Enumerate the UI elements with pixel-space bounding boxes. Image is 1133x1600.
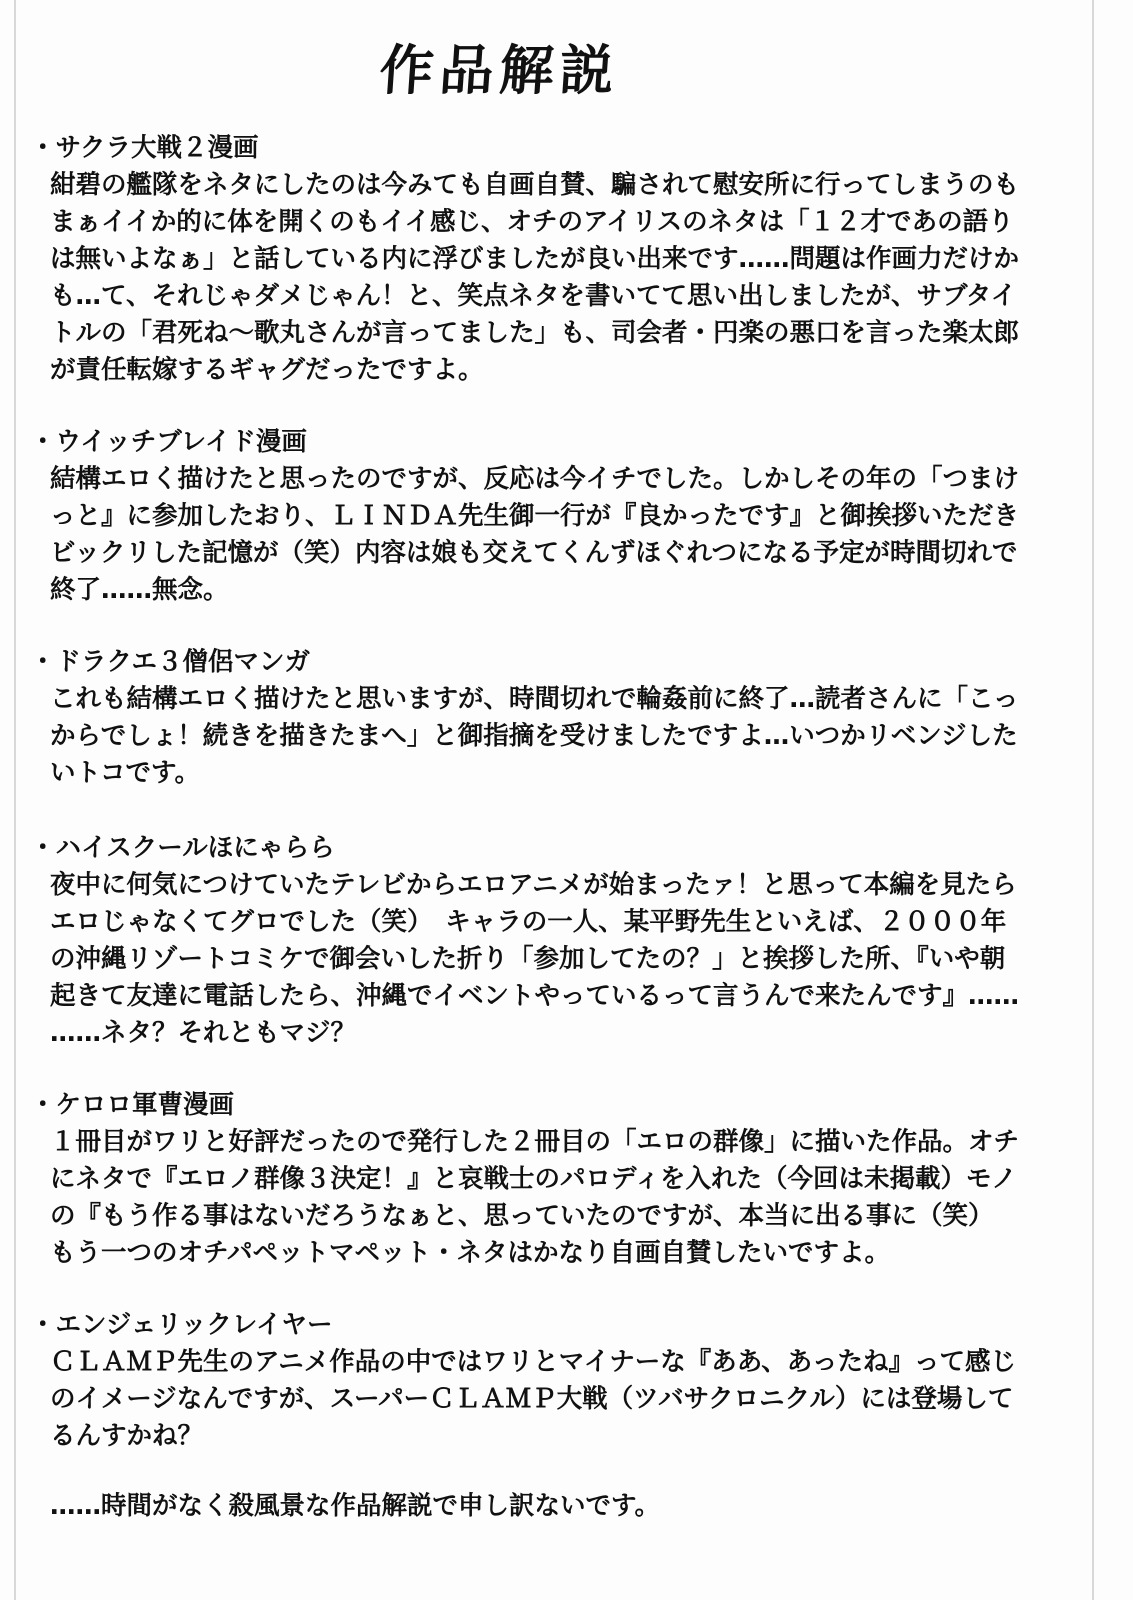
section-text-line: もう一つのオチパペットマペット・ネタはかなり自画自賛したいですよ。 xyxy=(50,1238,890,1268)
closing-note xyxy=(30,1488,1070,1525)
section-text-line: 夜中に何気につけていたテレビからエロアニメが始まったァ！と思って本編を見たら xyxy=(50,870,1017,900)
section-heading: ・ハイスクールほにゃらら xyxy=(30,833,335,863)
section-text-line: １冊目がワリと好評だったので発行した２冊目の「エロの群像」に描いた作品。オチ xyxy=(50,1127,1020,1157)
section-text-line: エロじゃなくてグロでした（笑） キャラの一人、某平野先生といえば、２０００年 xyxy=(50,907,1007,937)
section-text-line: の『もう作る事はないだろうなぁと、思っていたのですが、本当に出る事に（笑） xyxy=(50,1201,994,1231)
section xyxy=(30,1307,1070,1455)
section-text-line: 紺碧の艦隊をネタにしたのは今みても自画自賛、騙されて慰安所に行ってしまうのも xyxy=(50,170,1020,200)
section xyxy=(30,130,1070,389)
section xyxy=(30,1087,1070,1272)
section xyxy=(30,644,1070,792)
section-text-line: 終了……無念。 xyxy=(50,575,229,605)
section xyxy=(30,830,1070,1052)
page-edge-left xyxy=(14,0,16,1600)
section-text-line: の沖縄リゾートコミケで御会いした折り「参加してたの？」と挨拶した所、『いや朝 xyxy=(50,944,1006,974)
section-heading: ・サクラ大戦２漫画 xyxy=(30,133,259,163)
section-text-line: ビックリした記憶が（笑）内容は娘も交えてくんずほぐれつになる予定が時間切れで xyxy=(50,538,1018,568)
section-text-line: は無いよなぁ」と話している内に浮びましたが良い出来です……問題は作画力だけか xyxy=(50,244,1020,274)
section-text-line: るんすかね？ xyxy=(50,1421,204,1451)
section-heading: ・ケロロ軍曹漫画 xyxy=(30,1090,235,1120)
section-text-line: 起きて友達に電話したら、沖縄でイベントやっているって言うんで来たんです』…… xyxy=(50,981,1020,1011)
section-heading: ・エンジェリックレイヤー xyxy=(30,1310,333,1340)
section xyxy=(30,424,1070,609)
section-text-line: からでしょ！続きを描きたまへ」と御指摘を受けましたですよ…いつかリベンジした xyxy=(50,721,1018,751)
page-title: 作品解説 xyxy=(377,38,622,102)
closing-line: ……時間がなく殺風景な作品解説で申し訳ないです。 xyxy=(50,1491,660,1521)
section-heading: ・ドラクエ３僧侶マンガ xyxy=(30,647,310,677)
section-text-line: にネタで『エロノ群像３決定！』と哀戦士のパロディを入れた（今回は未掲載）モノ xyxy=(50,1164,1017,1194)
section-text-line: 結構エロく描けたと思ったのですが、反応は今イチでした。しかしその年の「つまけ xyxy=(50,464,1020,494)
section-text-line: ＣＬＡＭＰ先生のアニメ作品の中ではワリとマイナーな『ああ、あったね』って感じ xyxy=(50,1347,1016,1377)
section-heading: ・ウイッチブレイド漫画 xyxy=(30,427,307,457)
section-text-line: まぁイイか的に体を開くのもイイ感じ、オチのアイリスのネタは「１２才であの語り xyxy=(50,207,1014,237)
section-text-line: ……ネタ？それともマジ？ xyxy=(50,1018,357,1048)
section-text-line: のイメージなんですが、スーパーＣＬＡＭＰ大戦（ツバサクロニクル）には登場して xyxy=(50,1384,1014,1414)
section-text-line: いトコです。 xyxy=(50,758,200,788)
section-text-line: っと』に参加したおり、ＬＩＮＤＡ先生御一行が『良かったです』と御挨拶いただき xyxy=(50,501,1020,531)
section-text-line: トルの「君死ね～歌丸さんが言ってました」も、司会者・円楽の悪口を言った楽太郎 xyxy=(50,318,1020,348)
section-text-line: が責任転嫁するギャグだったですよ。 xyxy=(50,355,484,385)
section-text-line: も…て、それじゃダメじゃん！と、笑点ネタを書いてて思い出しましたが、サブタイ xyxy=(50,281,1017,311)
page-edge-right xyxy=(1092,0,1094,1600)
section-text-line: これも結構エロく描けたと思いますが、時間切れで輪姦前に終了…読者さんに「こっ xyxy=(50,684,1019,714)
